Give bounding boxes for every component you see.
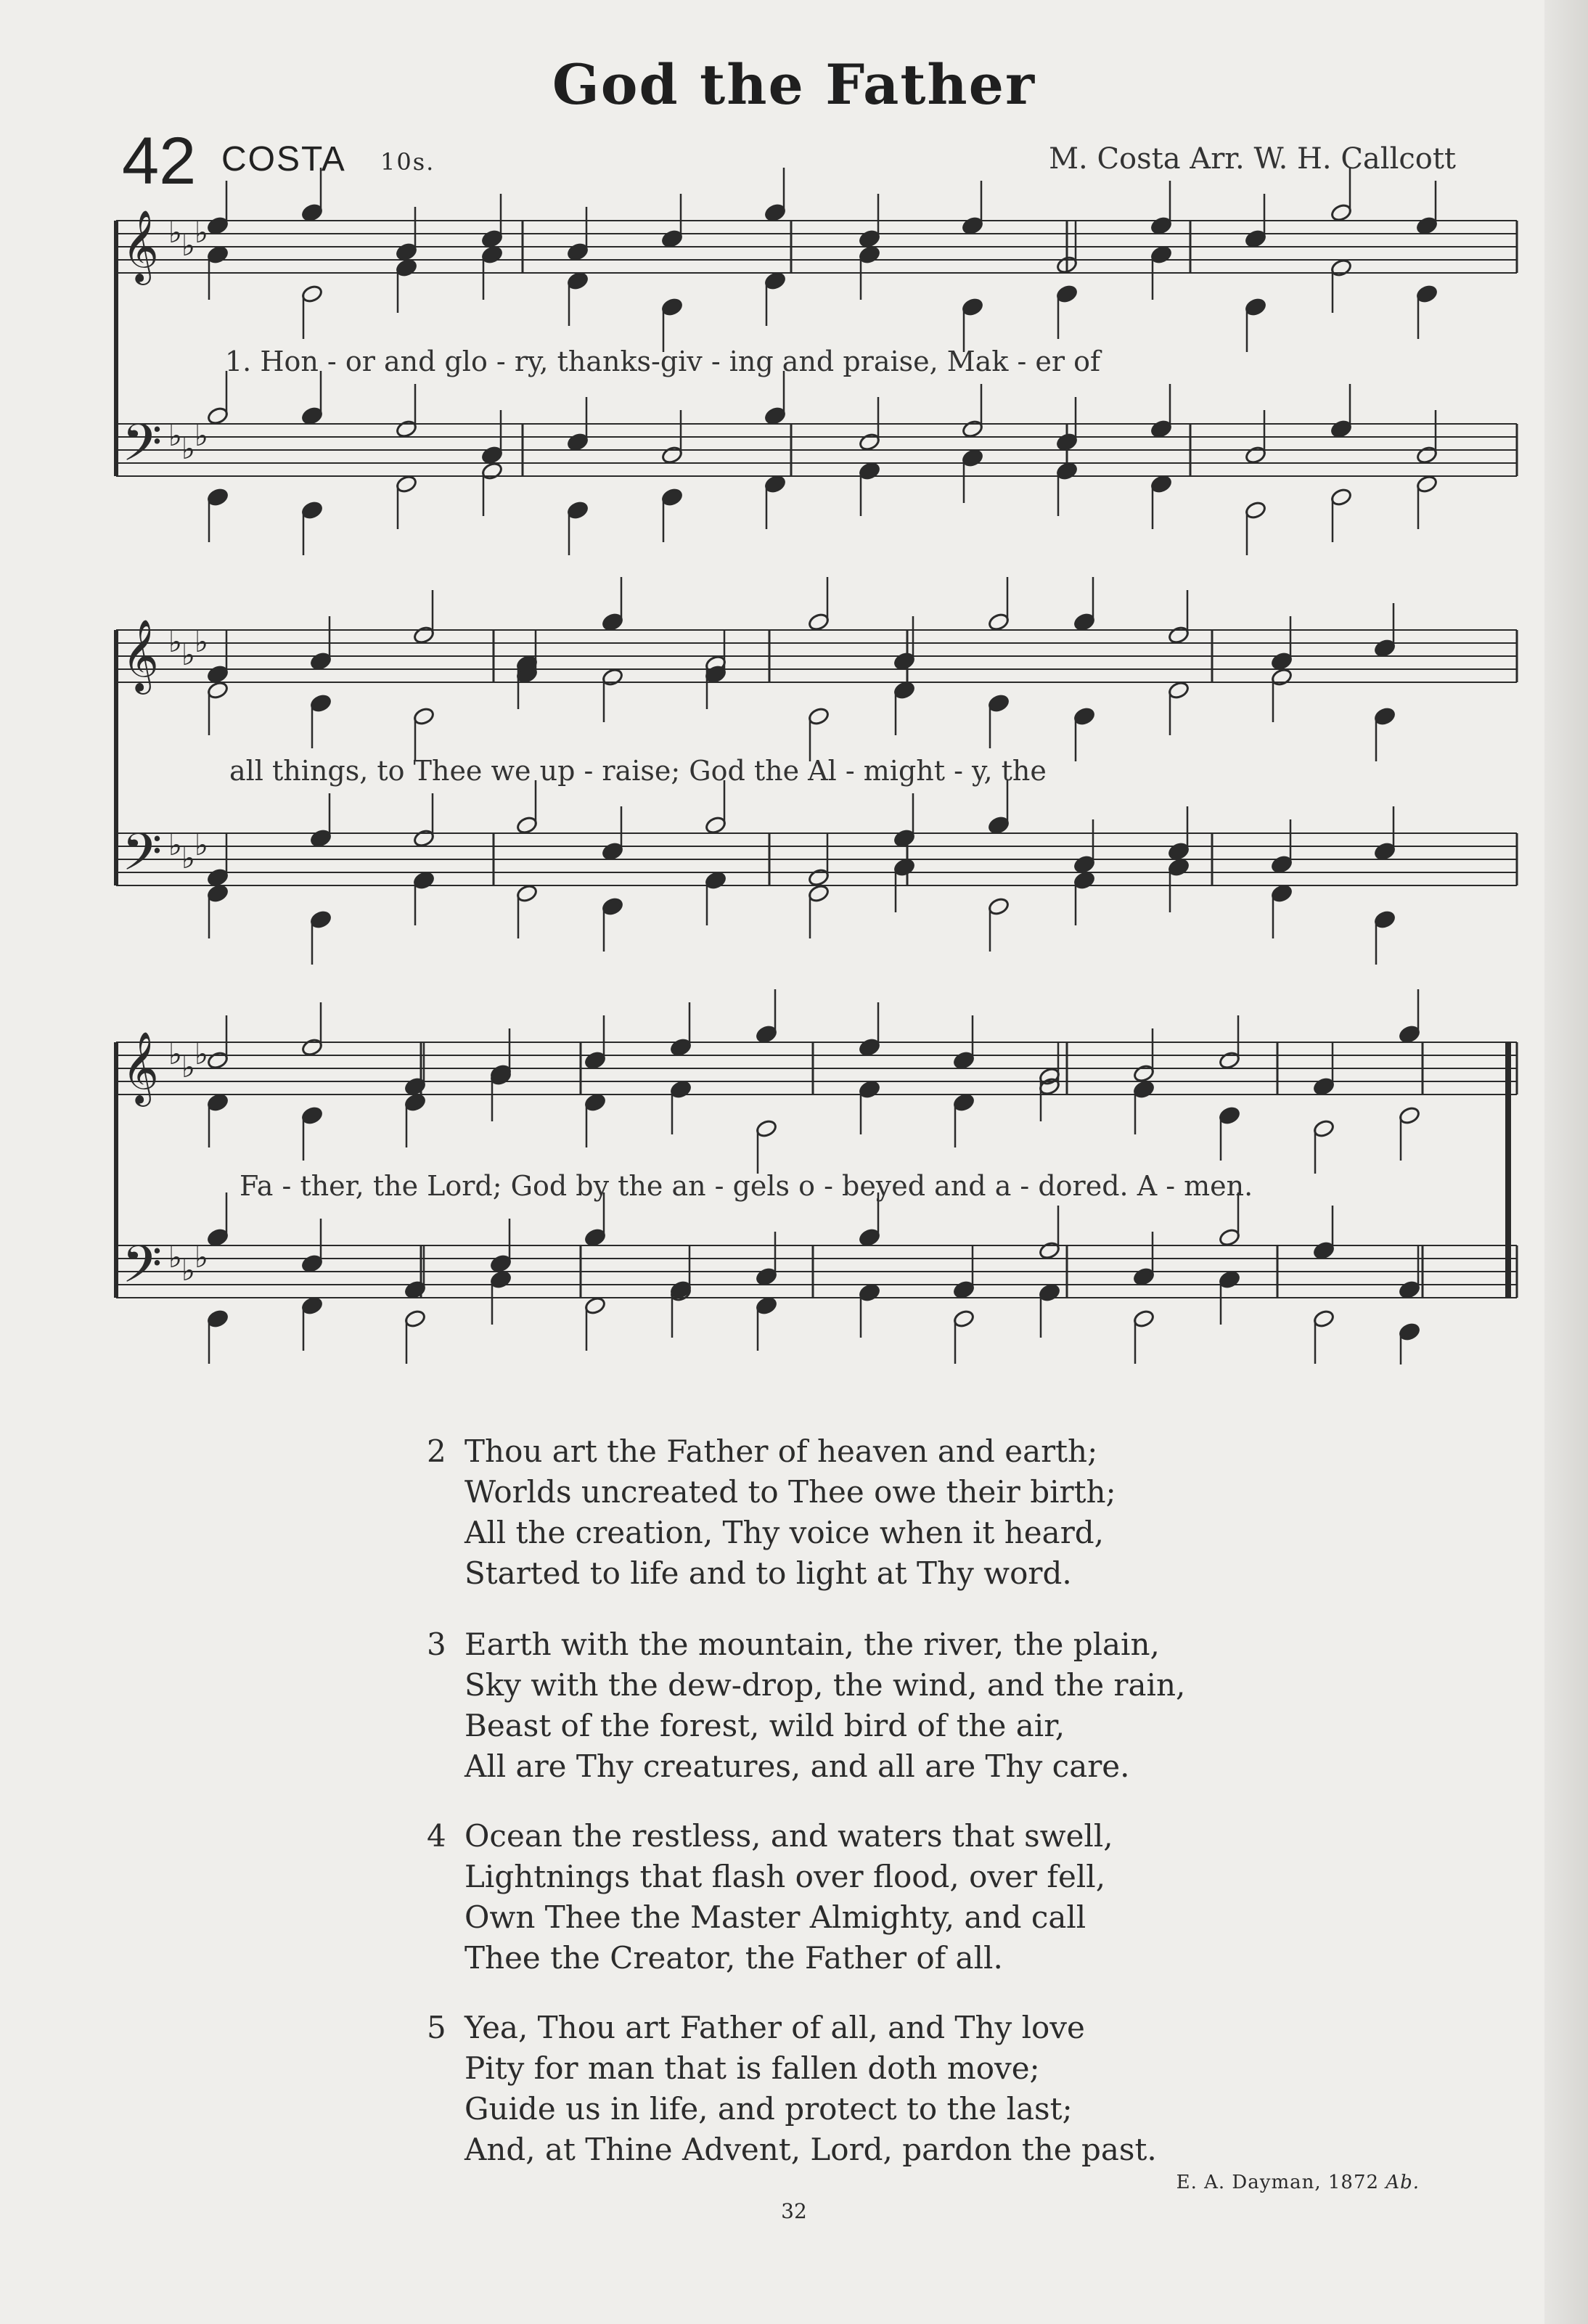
stanza-line: Started to life and to light at Thy word. xyxy=(464,1555,1072,1591)
stanza-line: Ocean the restless, and waters that swell, xyxy=(464,1818,1113,1854)
stanza-line: Pity for man that is fallen doth move; xyxy=(464,2050,1040,2086)
stanza-line: Thee the Creator, the Father of all. xyxy=(464,1940,1003,1976)
flat-icon: ♭ xyxy=(195,420,208,453)
treble-clef-icon: 𝄞 xyxy=(122,619,159,692)
flat-icon: ♭ xyxy=(168,1038,182,1071)
lyric-line-3: Fa - ther, the Lord; God by the an - gels o - beyed and a - dored. A - men. xyxy=(240,1170,1253,1202)
stanza-number: 3 xyxy=(427,1627,446,1662)
page-title: God the Father xyxy=(552,52,1036,117)
lyric-line-2: all things, to Thee we up - raise; God the Al - might - y, the xyxy=(229,755,1047,787)
flat-icon: ♭ xyxy=(168,216,182,250)
flat-icon: ♭ xyxy=(181,639,195,672)
flat-icon: ♭ xyxy=(195,626,208,659)
flat-icon: ♭ xyxy=(181,842,195,875)
stanza-line: Guide us in life, and protect to the last; xyxy=(464,2091,1073,2127)
stanza-line: Sky with the dew-drop, the wind, and the rain, xyxy=(464,1667,1186,1703)
stanza-line: And, at Thine Advent, Lord, pardon the past. xyxy=(464,2132,1157,2167)
stanza-line: Yea, Thou art Father of all, and Thy love xyxy=(464,2010,1085,2045)
composer-credit: M. Costa Arr. W. H. Callcott xyxy=(1049,142,1456,176)
author-mark: Ab. xyxy=(1386,2172,1420,2193)
page-number: 32 xyxy=(781,2199,807,2223)
stanza-line: Own Thee the Master Almighty, and call xyxy=(464,1899,1086,1935)
flat-icon: ♭ xyxy=(181,1254,195,1288)
flat-icon: ♭ xyxy=(168,1241,182,1274)
bass-clef-icon: 𝄢 xyxy=(122,1235,163,1307)
stanza-line: Thou art the Father of heaven and earth; xyxy=(464,1433,1098,1469)
bass-clef-icon: 𝄢 xyxy=(122,413,163,486)
stanza-line: Earth with the mountain, the river, the plain, xyxy=(464,1627,1160,1662)
stanza-number: 5 xyxy=(427,2010,446,2045)
stanza-line: Lightnings that flash over flood, over fell, xyxy=(464,1859,1106,1894)
flat-icon: ♭ xyxy=(168,626,182,659)
hymn-meter: 10s. xyxy=(380,148,435,176)
stanza-number: 4 xyxy=(427,1818,446,1854)
stanza-line: Beast of the forest, wild bird of the air, xyxy=(464,1708,1065,1743)
flat-icon: ♭ xyxy=(195,216,208,250)
flat-icon: ♭ xyxy=(181,433,195,466)
stanza-line: All the creation, Thy voice when it heard, xyxy=(464,1515,1105,1550)
stanza-line: Worlds uncreated to Thee owe their birth; xyxy=(464,1474,1116,1510)
flat-icon: ♭ xyxy=(195,1038,208,1071)
flat-icon: ♭ xyxy=(181,1051,195,1084)
flat-icon: ♭ xyxy=(168,420,182,453)
stanza-line: All are Thy creatures, and all are Thy care. xyxy=(464,1748,1130,1784)
flat-icon: ♭ xyxy=(168,829,182,862)
bass-clef-icon: 𝄢 xyxy=(122,822,163,895)
flat-icon: ♭ xyxy=(195,1241,208,1274)
lyric-line-1: 1. Hon - or and glo - ry, thanks-giv - ing and praise, Mak - er of xyxy=(225,345,1101,377)
author-credit xyxy=(1176,2172,1420,2193)
stanza-number: 2 xyxy=(427,1433,446,1469)
treble-clef-icon: 𝄞 xyxy=(122,1031,159,1104)
tune-name: COSTA xyxy=(221,140,346,179)
treble-clef-icon: 𝄞 xyxy=(122,210,159,282)
flat-icon: ♭ xyxy=(181,229,195,263)
flat-icon: ♭ xyxy=(195,829,208,862)
hymn-number: 42 xyxy=(122,124,197,198)
author-name: E. A. Dayman, 1872 xyxy=(1176,2172,1380,2193)
